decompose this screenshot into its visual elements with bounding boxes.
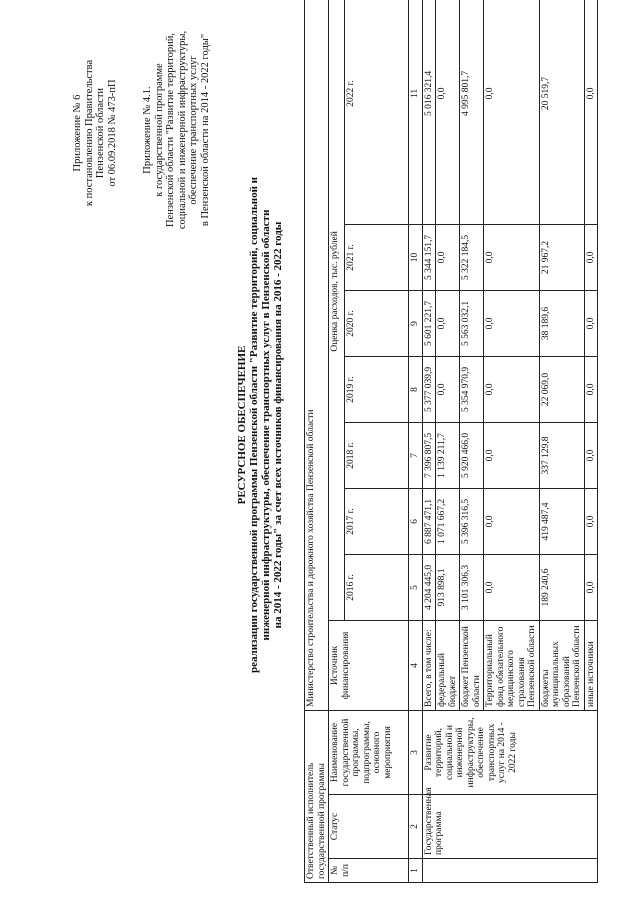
year-header: 2016 г. <box>345 554 409 620</box>
year-header: 2019 г. <box>345 356 409 422</box>
source-cell: бюджеты муниципальных образований Пензенской области <box>539 620 584 710</box>
col-header-num: № п/п <box>329 859 409 883</box>
value-cell: 0,0 <box>484 224 540 290</box>
value-cell: 0,0 <box>584 0 598 224</box>
value-cell: 0,0 <box>436 0 460 224</box>
col-index: 4 <box>409 620 423 710</box>
appendix-4-1-line: Приложение № 4.1. <box>142 86 153 174</box>
value-cell: 0,0 <box>584 554 598 620</box>
col-header-source: Источник финансирования <box>329 620 409 710</box>
value-cell: 337 129,8 <box>539 422 584 488</box>
title-line: на 2014 - 2022 годы" за счет всех источников финансирования на 2016 - 2022 годы <box>272 221 284 629</box>
appendix-6-line: от 06.09.2018 № 473-пП <box>106 79 118 187</box>
col-header-status: Статус <box>329 795 409 859</box>
year-header: 2018 г. <box>345 422 409 488</box>
value-cell: 189 240,6 <box>539 554 584 620</box>
value-cell: 0,0 <box>484 356 540 422</box>
appendix-4-1-line: в Пензенской области на 2014 - 2022 годы" <box>199 33 211 227</box>
col-index: 7 <box>409 422 423 488</box>
value-cell: 0,0 <box>584 356 598 422</box>
value-cell: 5 016 321,4 <box>422 0 436 224</box>
col-header-estimate: Оценка расходов, тыс. рублей <box>329 0 345 620</box>
col-index: 1 <box>409 859 423 883</box>
value-cell: 0,0 <box>436 290 460 356</box>
resource-table <box>304 0 598 883</box>
source-cell: бюджет Пензенской области <box>460 620 484 710</box>
appendix-6-line: Пензенской области <box>95 87 106 179</box>
value-cell: 419 487,4 <box>539 488 584 554</box>
appendix-4-1-line: обеспечение транспортных услуг <box>188 55 199 205</box>
value-cell: 5 377 039,9 <box>422 356 436 422</box>
responsible-label: Ответственный исполнитель государственной программы <box>305 710 329 882</box>
value-cell: 0,0 <box>484 488 540 554</box>
col-index: 5 <box>409 554 423 620</box>
value-cell: 0,0 <box>584 290 598 356</box>
col-index: 2 <box>409 795 423 859</box>
appendix-6-line: к постановлению Правительства <box>83 59 95 207</box>
program-name-cell: Развитие территорий, социальной и инженерной инфраструктуры, обеспечение транспортных услуг на 2014 - 2022 годы <box>422 710 598 794</box>
status-cell: Государственная программа <box>422 795 598 859</box>
value-cell: 4 204 445,0 <box>422 554 436 620</box>
value-cell: 5 601 221,7 <box>422 290 436 356</box>
value-cell: 5 322 184,5 <box>460 224 484 290</box>
appendix-4-1-line: социальной и инженерной инфраструктуры, <box>176 30 188 230</box>
responsible-value: Министерство строительства и дорожного хозяйства Пензенской области <box>305 0 329 710</box>
value-cell: 21 967,2 <box>539 224 584 290</box>
col-index: 8 <box>409 356 423 422</box>
appendix-4-1-line: Пензенской области "Развитие территорий, <box>165 33 176 227</box>
value-cell: 0,0 <box>484 0 540 224</box>
value-cell: 0,0 <box>584 224 598 290</box>
source-cell: Всего, в том числе: <box>422 620 436 710</box>
value-cell: 913 898,1 <box>436 554 460 620</box>
year-header: 2022 г. <box>345 0 409 224</box>
col-index: 3 <box>409 710 423 794</box>
value-cell: 7 396 807,5 <box>422 422 436 488</box>
value-cell: 0,0 <box>436 224 460 290</box>
col-index: 6 <box>409 488 423 554</box>
value-cell: 0,0 <box>484 422 540 488</box>
appendix-4-1-block <box>142 5 211 255</box>
value-cell: 0,0 <box>436 356 460 422</box>
responsible-row <box>305 0 329 883</box>
value-cell: 5 344 151,7 <box>422 224 436 290</box>
col-index: 10 <box>409 224 423 290</box>
value-cell: 0,0 <box>584 488 598 554</box>
value-cell: 3 101 306,3 <box>460 554 484 620</box>
index-row <box>409 0 423 883</box>
value-cell: 0,0 <box>484 290 540 356</box>
row-num <box>422 859 598 883</box>
appendix-4-1-line: к государственной программе <box>153 63 165 197</box>
value-cell: 5 920 466,0 <box>460 422 484 488</box>
appendix-6-block <box>72 33 118 233</box>
value-cell: 1 071 667,2 <box>436 488 460 554</box>
year-header: 2020 г. <box>345 290 409 356</box>
table-row <box>422 0 436 883</box>
col-index: 11 <box>409 0 423 224</box>
value-cell: 5 396 316,5 <box>460 488 484 554</box>
title-line: инженерной инфраструктуры, обеспечение транспортных услуг в Пензенской области <box>260 209 272 641</box>
header-row <box>329 0 345 883</box>
year-header: 2017 г. <box>345 488 409 554</box>
value-cell: 20 519,7 <box>539 0 584 224</box>
col-header-name: Наименование государственной программы, подпрограммы, основного мероприятия <box>329 710 409 794</box>
appendix-6-line: Приложение № 6 <box>72 94 83 172</box>
value-cell: 38 189,6 <box>539 290 584 356</box>
value-cell: 1 139 211,7 <box>436 422 460 488</box>
value-cell: 22 069,0 <box>539 356 584 422</box>
source-cell: Территориальный фонд обязательного медицинского страхования Пензенской области <box>484 620 540 710</box>
value-cell: 5 563 032,1 <box>460 290 484 356</box>
title-line: реализации государственной программы Пензенской области "Развитие территорий, социальной и <box>248 176 260 674</box>
source-cell: иные источники <box>584 620 598 710</box>
value-cell: 0,0 <box>584 422 598 488</box>
value-cell: 5 354 970,9 <box>460 356 484 422</box>
value-cell: 4 995 801,7 <box>460 0 484 224</box>
col-index: 9 <box>409 290 423 356</box>
source-cell: федеральный бюджет <box>436 620 460 710</box>
document-title <box>236 85 284 765</box>
value-cell: 0,0 <box>484 554 540 620</box>
title-line: РЕСУРСНОЕ ОБЕСПЕЧЕНИЕ <box>236 345 248 505</box>
year-header: 2021 г. <box>345 224 409 290</box>
value-cell: 6 887 471,1 <box>422 488 436 554</box>
